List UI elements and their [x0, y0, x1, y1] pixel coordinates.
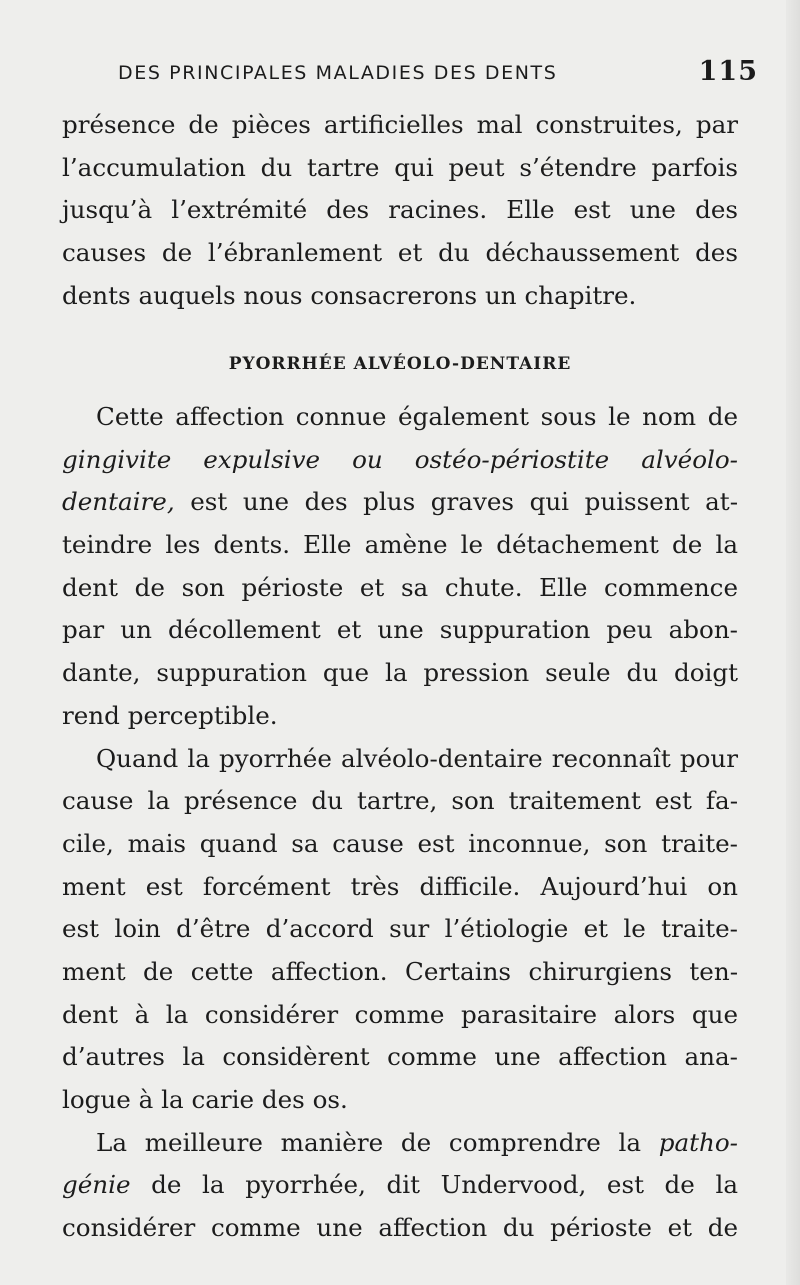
text-line: dent à la considérer comme parasitaire alors que	[62, 999, 738, 1029]
text-fragment: La meilleure manière de comprendre la	[96, 1127, 659, 1157]
text-line: est loin d’être d’accord sur l’étiologie et le traite-	[62, 914, 738, 944]
text-line: considérer comme une affection du périoste et de	[62, 1213, 738, 1243]
main-text	[62, 396, 738, 1250]
italic-term: gingivite expulsive ou ostéo-périostite alvéolo-	[62, 444, 738, 474]
text-line: cause la présence du tartre, son traitement est fa-	[62, 786, 738, 816]
text-line: Cette affection connue également sous le nom de	[96, 402, 738, 431]
text-line	[62, 439, 738, 482]
paragraph-continuation	[62, 104, 738, 317]
text-line: dent de son périoste et sa chute. Elle commence	[62, 572, 738, 602]
page-number: 115	[698, 56, 758, 87]
text-line	[62, 1164, 738, 1207]
italic-term: génie	[62, 1170, 131, 1200]
text-line: d’autres la considèrent comme une affection ana-	[62, 1042, 738, 1072]
text-line: Quand la pyorrhée alvéolo-dentaire reconnaît pour	[96, 743, 738, 773]
text-line	[62, 481, 738, 524]
text-line: présence de pièces artificielles mal construites, par	[62, 110, 738, 139]
running-header	[118, 56, 758, 92]
text-line: cile, mais quand sa cause est inconnue, son traite-	[62, 828, 738, 858]
text-line: dante, suppuration que la pression seule du doigt	[62, 658, 738, 688]
page-edge-shadow	[786, 0, 800, 1285]
text-fragment: de la pyorrhée, dit Undervood, est de la	[130, 1170, 738, 1200]
section-heading: PYORRHÉE ALVÉOLO-DENTAIRE	[228, 354, 572, 374]
text-line	[62, 1122, 738, 1165]
text-line: l’accumulation du tartre qui peut s’étendre parfois	[62, 152, 738, 182]
text-line: jusqu’à l’extrémité des racines. Elle est une des	[62, 195, 738, 225]
italic-term: patho-	[658, 1127, 738, 1157]
text-line: ment de cette affection. Certains chirurgiens ten-	[62, 956, 738, 986]
text-line: par un décollement et une suppuration peu abon-	[62, 615, 738, 645]
text-line: causes de l’ébranlement et du déchaussement des	[62, 238, 738, 268]
text-line: rend perceptible.	[62, 700, 278, 730]
italic-term: dentaire,	[62, 487, 175, 517]
text-fragment: est une des plus graves qui puissent at-	[174, 487, 738, 517]
running-title: DES PRINCIPALES MALADIES DES DENTS	[118, 62, 558, 84]
text-line: ment est forcément très difficile. Aujourd’hui on	[62, 871, 738, 901]
text-line: dents auquels nous consacrerons un chapitre.	[62, 280, 637, 310]
text-line: teindre les dents. Elle amène le détachement de la	[62, 530, 738, 560]
text-line: logue à la carie des os.	[62, 1085, 348, 1114]
